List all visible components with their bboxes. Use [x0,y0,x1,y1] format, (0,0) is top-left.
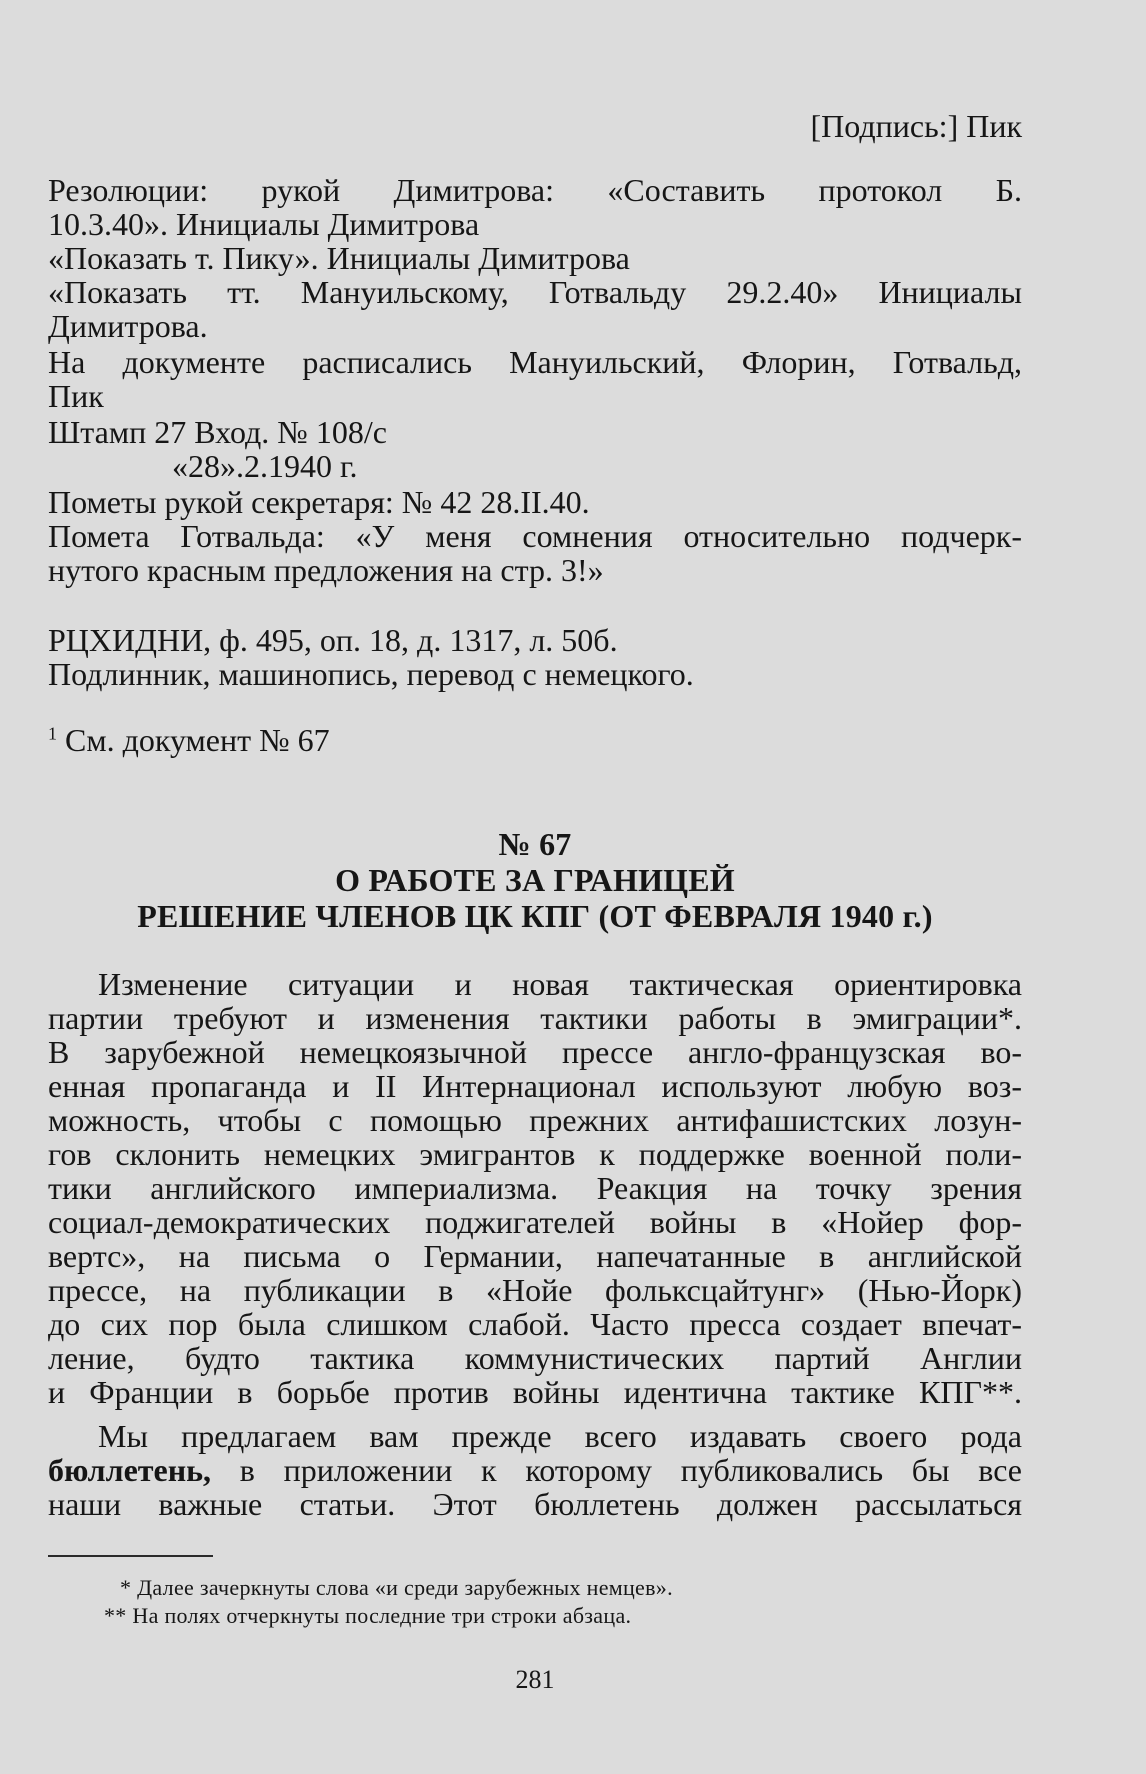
body-p1-line-4: енная пропаганда и II Интернационал используют любую воз- [48,1068,1022,1104]
resolutions-line-3: «Показать т. Пику». Инициалы Димитрова [48,240,630,276]
resolutions-line-1: Резолюции: рукой Димитрова: «Составить протокол Б. [48,172,1022,208]
body-p1-line-2: партии требуют и изменения тактики работы в эмиграции*. [48,1000,1022,1036]
resolutions-line-4: «Показать тт. Мануильскому, Готвальду 29.2.40» Инициалы [48,274,1022,310]
body-p1-line-3: В зарубежной немецкоязычной прессе англо-французская во- [48,1034,1022,1070]
body-p1-line-9: вертс», на письма о Германии, напечатанные в английской [48,1238,1022,1274]
body-p2-line-1: Мы предлагаем вам прежде всего издавать своего рода [98,1418,1022,1454]
signed-line-2: Пик [48,378,104,414]
resolutions-line-2: 10.3.40». Инициалы Димитрова [48,206,480,242]
page-number: 281 [515,1665,555,1694]
body-p1-line-12: ление, будто тактика коммунистических партий Англии [48,1340,1022,1376]
stamp-line-2: «28».2.1940 г. [172,448,358,484]
body-p1-line-1: Изменение ситуации и новая тактическая ориентировка [98,966,1022,1002]
body-p1-line-8: социал-демократических поджигателей войны в «Нойер фор- [48,1204,1022,1240]
endnote-text: См. документ № 67 [65,722,330,758]
secretary-marks: Пометы рукой секретаря: № 42 28.II.40. [48,484,590,520]
footnote-divider [48,1555,213,1557]
body-p1-line-11: до сих пор была слишком слабой. Часто пресса создает впечат- [48,1306,1022,1342]
document-number: № 67 [498,826,572,862]
gottwald-note-line-1: Помета Готвальда: «У меня сомнения относительно подчерк- [48,518,1022,554]
body-p1-line-7: тики английского империализма. Реакция на точку зрения [48,1170,1022,1206]
endnote [48,722,330,758]
body-p1-line-10: прессе, на публикации в «Нойе фольксцайтунг» (Нью-Йорк) [48,1272,1022,1308]
signature-line: [Подпись:] Пик [810,108,1022,144]
archive-reference: РЦХИДНИ, ф. 495, оп. 18, д. 1317, л. 50б. [48,622,618,658]
footnote-2: ** На полях отчеркнуты последние три строки абзаца. [104,1603,632,1628]
bulletin-bold-word: бюллетень, [48,1452,212,1488]
signed-line-1: На документе расписались Мануильский, Флорин, Готвальд, [48,344,1022,380]
document-subtitle: РЕШЕНИЕ ЧЛЕНОВ ЦК КПГ (ОТ ФЕВРАЛЯ 1940 г.) [137,898,933,934]
stamp-line-1: Штамп 27 Вход. № 108/с [48,414,387,450]
resolutions-line-5: Димитрова. [48,308,208,344]
body-p1-line-6: гов склонить немецких эмигрантов к поддержке военной поли- [48,1136,1022,1172]
endnote-marker: 1 [48,723,57,744]
body-p2-line-3: наши важные статьи. Этот бюллетень должен рассылаться [48,1486,1022,1522]
body-p2-line-2 [48,1452,1022,1488]
footnote-1: * Далее зачеркнуты слова «и среди зарубежных немцев». [120,1575,673,1600]
body-p1-line-13: и Франции в борьбе против войны идентична тактике КПГ**. [48,1374,1022,1410]
body-p2-line-2-rest: в приложении к которому публиковались бы все [211,1452,1022,1488]
document-page [48,0,1022,1774]
document-title: О РАБОТЕ ЗА ГРАНИЦЕЙ [335,862,735,898]
archive-original-note: Подлинник, машинопись, перевод с немецкого. [48,656,694,692]
body-p1-line-5: можность, чтобы с помощью прежних антифашистских лозун- [48,1102,1022,1138]
gottwald-note-line-2: нутого красным предложения на стр. 3!» [48,552,604,588]
